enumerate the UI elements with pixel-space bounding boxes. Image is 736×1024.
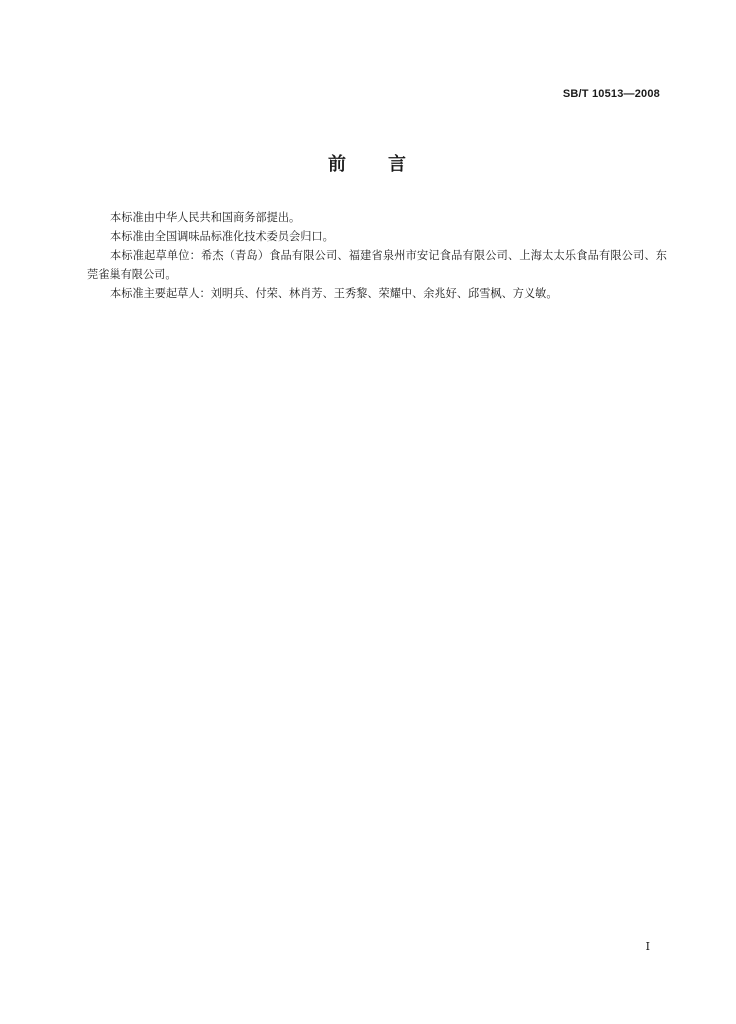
standard-code: SB/T 10513—2008 — [562, 88, 660, 100]
page-title — [0, 150, 736, 176]
paragraph-committee: 本标准由全国调味品标准化技术委员会归口。 — [110, 230, 334, 243]
paragraph-drafting-units: 本标准起草单位：希杰（青岛）食品有限公司、福建省泉州市安记食品有限公司、上海太太乐食品有限公司、东莞雀巢有限公司。 — [87, 249, 667, 281]
title-char-2: 言 — [388, 154, 408, 175]
paragraph-proposer: 本标准由中华人民共和国商务部提出。 — [110, 211, 301, 224]
paragraph-drafters: 本标准主要起草人：刘明兵、付荣、林肖芳、王秀黎、荣耀中、余兆好、邱雪枫、方义敏。 — [110, 287, 558, 300]
page-number: I — [645, 940, 650, 953]
foreword-body — [87, 208, 667, 303]
title-char-1: 前 — [328, 154, 348, 175]
